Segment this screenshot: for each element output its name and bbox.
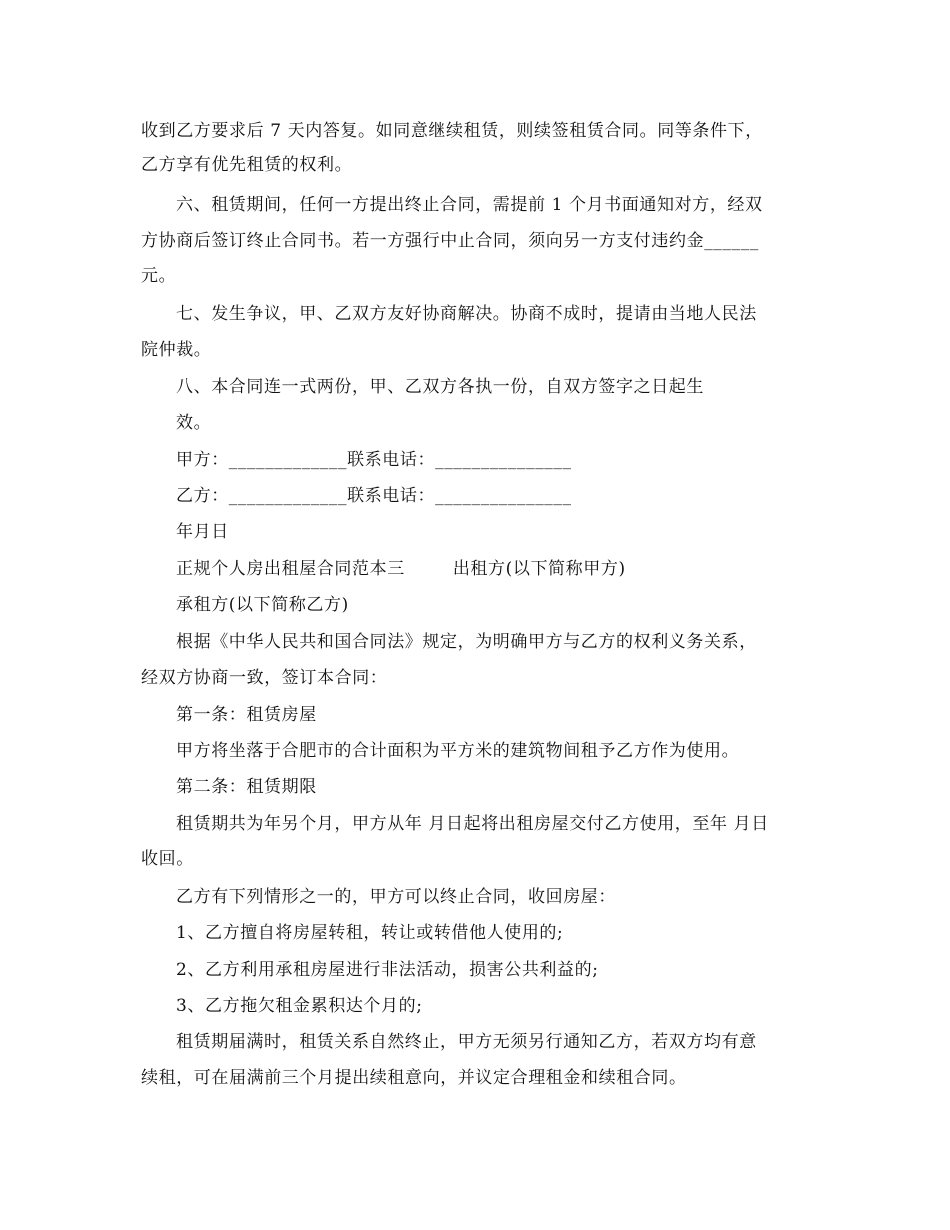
text-line: 收到乙方要求后 7 天内答复。如同意继续租赁，则续签租赁合同。同等条件下， xyxy=(141,121,763,141)
text-line: 经双方协商一致，签订本合同： xyxy=(141,668,388,688)
text-line: 六、租赁期间，任何一方提出终止合同，需提前 1 个月书面通知对方，经双 xyxy=(176,195,763,215)
text-line: 租赁期届满时，租赁关系自然终止，甲方无须另行通知乙方，若双方均有意 xyxy=(176,1032,757,1052)
list-item: 2、乙方利用承租房屋进行非法活动，损害公共利益的; xyxy=(176,960,599,980)
article-heading: 第二条：租赁期限 xyxy=(176,777,317,797)
text-line: 租赁期共为年另个月，甲方从年 月日起将出租房屋交付乙方使用，至年 月日 xyxy=(176,814,769,834)
list-item: 3、乙方拖欠租金累积达个月的; xyxy=(176,996,423,1016)
date-line: 年月日 xyxy=(176,522,229,542)
signature-line-party-b: 乙方：_____________联系电话：_______________ xyxy=(176,486,572,506)
article-heading: 第一条：租赁房屋 xyxy=(176,705,317,725)
section-heading: 正规个人房出租屋合同范本三 出租方(以下简称甲方) xyxy=(176,559,626,579)
text-line: 收回。 xyxy=(141,849,194,869)
text-line: 续租，可在届满前三个月提出续租意向，并议定合理租金和续租合同。 xyxy=(141,1068,687,1088)
list-item: 1、乙方擅自将房屋转租，转让或转借他人使用的; xyxy=(176,923,564,943)
text-line: 根据《中华人民共和国合同法》规定，为明确甲方与乙方的权利义务关系， xyxy=(176,632,757,652)
text-line: 甲方将坐落于合肥市的合计面积为平方米的建筑物间租予乙方作为使用。 xyxy=(176,741,740,761)
text-line: 方协商后签订终止合同书。若一方强行中止合同，须向另一方支付违约金______ xyxy=(141,231,759,251)
signature-line-party-a: 甲方：_____________联系电话：_______________ xyxy=(176,450,572,470)
text-line: 效。 xyxy=(176,413,212,433)
text-line: 元。 xyxy=(141,266,177,286)
text-line: 院仲裁。 xyxy=(141,340,212,360)
text-line: 七、发生争议，甲、乙双方友好协商解决。协商不成时，提请由当地人民法 xyxy=(176,304,757,324)
text-line: 承租方(以下简称乙方) xyxy=(176,595,349,615)
text-line: 乙方享有优先租赁的权利。 xyxy=(141,155,353,175)
text-line: 乙方有下列情形之一的，甲方可以终止合同，收回房屋： xyxy=(176,887,616,907)
text-line: 八、本合同连一式两份，甲、乙双方各执一份，自双方签字之日起生 xyxy=(176,377,704,397)
